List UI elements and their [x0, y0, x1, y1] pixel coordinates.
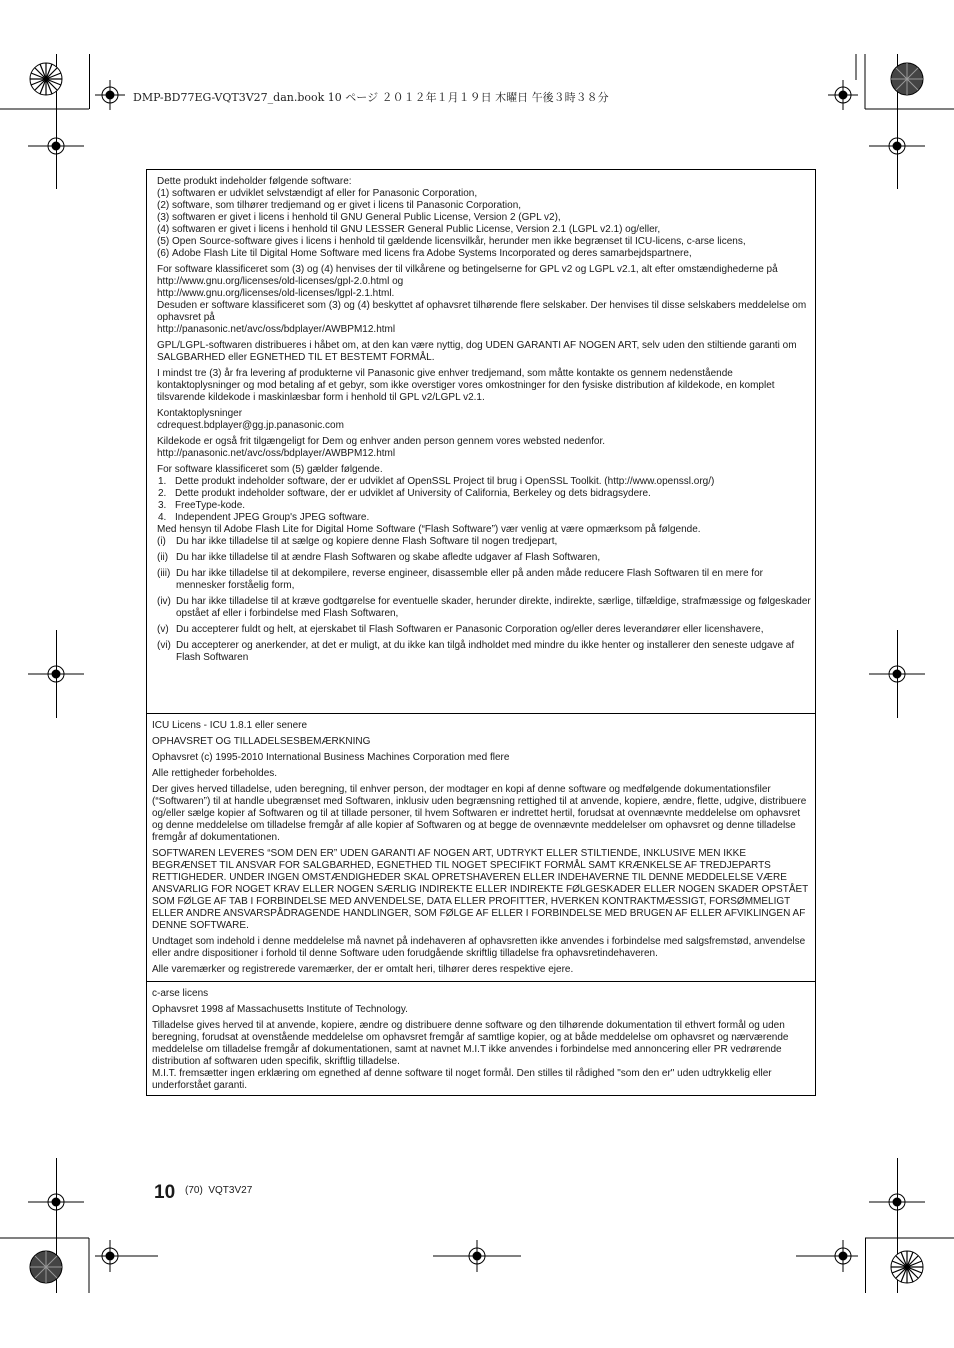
source-free-text: Kildekode er også frit tilgængeligt for Dem og enhver anden person gennem vores websted nedenfor. — [157, 436, 606, 447]
registration-target-icon — [796, 1240, 858, 1272]
list-item: (4) softwaren er givet i licens i henhold til GNU LESSER General Public License, Version 2.1 (LGPL v2.1) og/eller, — [157, 224, 661, 235]
software-notice-box — [146, 169, 816, 714]
copyright-line: Ophavsret (c) 1995-2010 International Business Machines Corporation med flere — [152, 752, 510, 763]
registration-target-icon — [869, 666, 925, 682]
list-item: (6) Adobe Flash Lite til Digital Home Software med licens fra Adobe Systems Incorporated og deres samarbejdspartnere, — [157, 248, 692, 259]
star-target-icon — [30, 1251, 62, 1283]
license-title: c-arse licens — [152, 988, 209, 999]
registration-target-icon — [828, 80, 858, 110]
registration-target-icon — [28, 1194, 84, 1210]
icu-license-box — [146, 713, 816, 982]
registration-target-icon — [95, 80, 125, 110]
registration-target-icon — [433, 1240, 521, 1272]
print-file-header: DMP-BD77EG-VQT3V27_dan.book 10 ページ ２０１２年１月１９日 木曜日 午後３時３８分 — [133, 91, 609, 104]
list-item: 4. Independent JPEG Group's JPEG software. — [158, 512, 370, 523]
page-number: 10 — [154, 1182, 176, 1203]
warranty-text: GPL/LGPL-softwaren distribueres i håbet om, at den kan være nyttig, dog UDEN GARANTI AF NOGEN ART, selv uden den stiltiende garanti om SALGBARHED eller EGNETHED TIL ET BESTEMT FORMÅL. — [157, 340, 797, 363]
trademarks-text: Alle varemærker og registrerede varemærker, der er omtalt heri, tilhører deres respektive ejere. — [152, 964, 574, 975]
gpl-reference: For software klassificeret som (3) og (4) henvises der til vilkårene og betingelserne for GPL v2 og LGPL v2.1, alt efter omstændighederne på — [157, 264, 778, 275]
name-use-text: Undtaget som indehold i denne meddelelse må navnet på indehaveren af ophavsretten ikke anvendes i forbindelse med salgsfremstød, anvendelse eller andre dispositioner i forhold til denne Software uden forudgående skriftlig tilladelse fra ophavsretindehaveren. — [152, 936, 806, 959]
contact-email: cdrequest.bdplayer@gg.jp.panasonic.com — [157, 420, 344, 431]
star-target-icon — [30, 63, 62, 95]
list-item: (iv) Du har ikke tilladelse til at kræve godtgørelse for eventuelle skader, herunder direkte, indirekte, særlige, tilfældige, strafmæssige og følgeskader opstået af eller i forbindelse med Flash Softwaren, — [157, 596, 811, 619]
disclaimer-text: SOFTWAREN LEVERES “SOM DEN ER” UDEN GARANTI AF NOGEN ART, UDTRYKT ELLER STILTIENDE, INKLUSIVE MEN IKKE BEGRÆNSET TIL ANSVAR FOR SALGBARHED, EGNETHED TIL NOGET SPECIFIKT FORMÅL SAMT KRÆNKELSE AF TREDJEPARTS RETTIGHEDER. UNDER INGEN OMSTÆNDIGHEDER SKAL OPRETSHAVEREN ELLER INDEHAVERNE TIL DENNE MEDDELELSE VÆRE ANSVARLIG FOR NOGET KRAV ELLER NOGEN SÆRLIG INDIREKTE ELLER INDIREKTE FØLGESKADER ELLER NOGEN SKADER OPSTÅET SOM FØLGE AF TAB I FORBINDELSE MED ANVENDELSE, DATA ELLER PROFITTER, HVERKEN KONTRAKTMÆSSIGT, FORSØMMELIGT ELLER ANDRE ANSVARSPÅDRAGENDE HANDLINGER, SOM FØLGE AF ELLER I FORBINDELSE MED BRUGEN AF ELLER AFVIKLINGEN AF DENNE SOFTWARE. — [152, 848, 809, 931]
list-item: (i) Du har ikke tilladelse til at sælge og kopiere denne Flash Software til nogen tredjepart, — [157, 536, 558, 547]
oss-url: http://panasonic.net/avc/oss/bdplayer/AWBPM12.html — [157, 324, 396, 335]
lgpl-url: http://www.gnu.org/licenses/old-licenses/lgpl-2.1.html. — [157, 288, 395, 299]
list-item: (2) software, som tilhører tredjemand og er givet i licens til Panasonic Corporation, — [157, 200, 522, 211]
page-sub-info — [185, 1185, 252, 1196]
rights-reserved: Alle rettigheder forbeholdes. — [152, 768, 278, 779]
list-item: 3. FreeType-kode. — [158, 500, 246, 511]
class5-list — [157, 476, 811, 524]
document-code: VQT3V27 — [208, 1185, 253, 1196]
oss-url: http://panasonic.net/avc/oss/bdplayer/AWBPM12.html — [157, 448, 396, 459]
license-heading: OPHAVSRET OG TILLADELSESBEMÆRKNING — [152, 736, 371, 747]
registration-target-icon — [95, 1240, 158, 1272]
intro-text: Dette produkt indeholder følgende software: — [157, 176, 352, 187]
copyright-line: Ophavsret 1998 af Massachusetts Institute of Technology. — [152, 1004, 408, 1015]
copyright-reference: Desuden er software klassificeret som (3) og (4) beskyttet af ophavsret tilhørende flere selskaber. Der henvises til disse selskabers meddelelse om ophavsret på — [157, 300, 807, 323]
list-item: (5) Open Source-software gives i licens i henhold til gældende licensvilkår, herunder men ikke begrænset til ICU-licens, c-arse licens, — [157, 236, 746, 247]
class5-intro: For software klassificeret som (5) gælder følgende. — [157, 464, 383, 475]
list-item: (ii) Du har ikke tilladelse til at ændre Flash Softwaren og skabe afledte udgaver af Flash Softwaren, — [157, 552, 601, 563]
flash-conditions-list — [157, 536, 811, 664]
sub-page-number: (70) — [185, 1185, 203, 1196]
software-category-list — [157, 188, 811, 260]
registration-target-icon — [28, 666, 84, 682]
contact-label: Kontaktoplysninger — [157, 408, 243, 419]
list-item: (v) Du accepterer fuldt og helt, at ejerskabet til Flash Softwaren er Panasonic Corporation og/eller deres leverandører eller licenshavere, — [157, 624, 764, 635]
star-target-icon — [891, 1251, 923, 1283]
gpl-url: http://www.gnu.org/licenses/old-licenses/gpl-2.0.html og — [157, 276, 404, 287]
list-item: (1) softwaren er udviklet selvstændigt af eller for Panasonic Corporation, — [157, 188, 478, 199]
list-item: 1. Dette produkt indeholder software, der er udviklet af OpenSSL Project til brug i OpenSSL Toolkit. (http://www.openssl.org/) — [158, 476, 715, 487]
list-item: (iii) Du har ikke tilladelse til at dekompilere, reverse engineer, disassemble eller på anden måde reducere Flash Softwaren til en mere for mennesker forståelig form, — [157, 568, 763, 591]
no-warranty-text: M.I.T. fremsætter ingen erklæring om egnethed af denne software til noget formål. Den stilles til rådighed "som den er" uden udtrykkelig eller underforstået garanti. — [152, 1068, 772, 1091]
flash-intro: Med hensyn til Adobe Flash Lite for Digital Home Software (“Flash Software”) vær venlig at være opmærksom på følgende. — [157, 524, 701, 535]
registration-target-icon — [869, 138, 925, 154]
source-offer-text: I mindst tre (3) år fra levering af produkterne vil Panasonic give enhver tredjemand, som måtte kontakte os gennem nedenstående kontaktoplysninger og mod betaling af et gebyr, som ikke overstiger vores omkostninger for den fysiske distribution af kildekode, en komplet tilsvarende kildekode i maskinlæsbar form i henhold til GPL v2/LGPL v2.1. — [157, 368, 775, 403]
list-item: 2. Dette produkt indeholder software, der er udviklet af University of California, Berkeley og dets bidragsydere. — [158, 488, 651, 499]
list-item: (vi) Du accepterer og anerkender, at det er muligt, at du ikke kan tilgå indholdet med mindre du ikke henter og installerer den seneste udgave af Flash Softwaren — [157, 640, 795, 663]
c-arse-license-box — [146, 981, 816, 1096]
list-item: (3) softwaren er givet i licens i henhold til GNU General Public License, Version 2 (GPL v2), — [157, 212, 561, 223]
star-target-icon — [891, 63, 923, 95]
permission-text: Tilladelse gives herved til at anvende, kopiere, ændre og distribuere denne software og den tilhørende dokumentation til ethvert formål og uden beregning, forudsat at ovenstående meddelelse om ophavsret fremgår af samtlige kopier, og at både meddelelse om ophavsret og nærværende meddelelse om tilladelse fremgår af dokumentationen, samt at navnet M.I.T ikke anvendes i forbindelse med annoncering eller PR vedrørende distribution af softwaren uden specifik, skriftlig tilladelse. — [152, 1020, 789, 1067]
registration-target-icon — [28, 138, 84, 154]
registration-target-icon — [869, 1194, 925, 1210]
permission-text: Der gives herved tilladelse, uden beregning, til enhver person, der modtager en kopi af denne software og medfølgende dokumentationsfiler (“Softwaren”) til at handle ubegrænset med Softwaren, inklusiv uden begrænsning rettighed til at anvende, kopiere, ændre, flette, udgive, distribuere og/eller sælge kopier af Softwaren og til at tillade personer, til hvem Softwaren er indrettet hertil, forudsat at ovennævnte meddelelse om ophavsret og denne meddelelse om tilladelse fremgår af alle kopier af Softwaren og at begge de ovennævnte meddelelser om ophavsret og denne tilladelse fremgår af dokumentationen. — [152, 784, 807, 843]
license-title: ICU Licens - ICU 1.8.1 eller senere — [152, 720, 308, 731]
